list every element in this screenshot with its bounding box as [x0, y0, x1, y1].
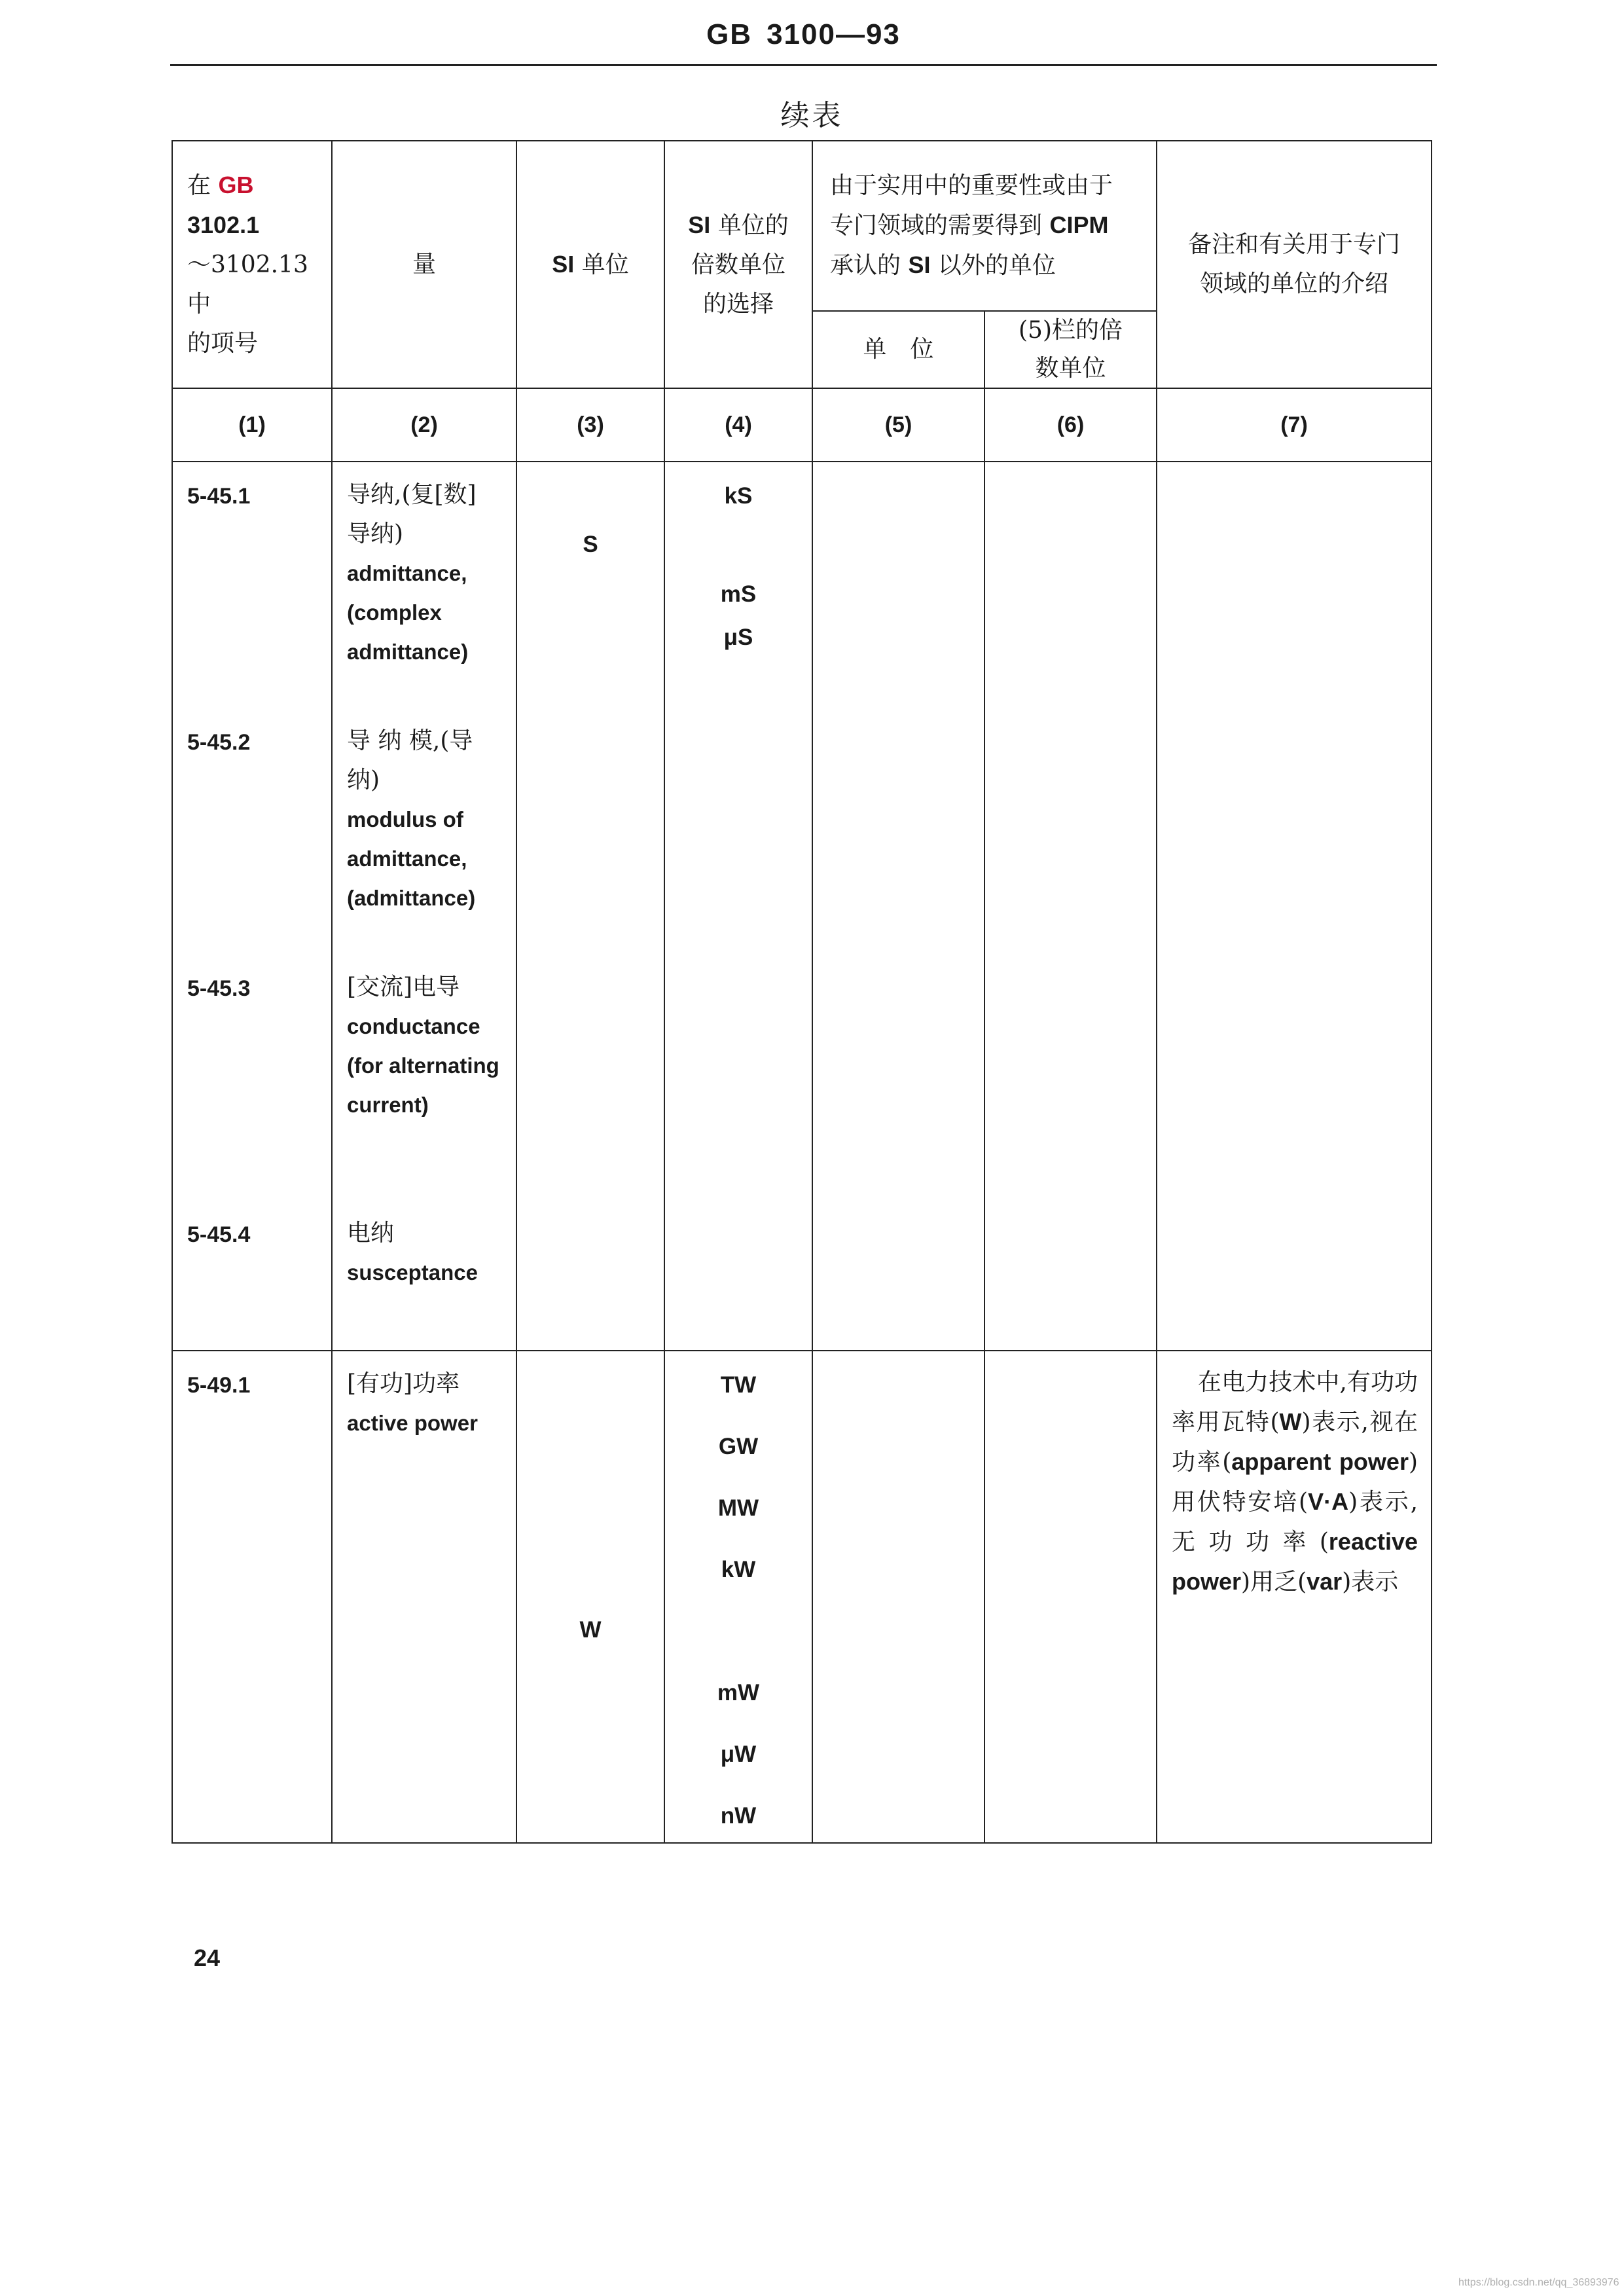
header-col7: 备注和有关用于专门 领域的单位的介绍: [1157, 141, 1432, 388]
colnum-5: (5): [812, 388, 984, 462]
header-col4: SI 单位的 倍数单位 的选择: [664, 141, 812, 388]
entry-number: 5-45.4: [187, 1222, 251, 1247]
continued-table-title: 续表: [780, 99, 844, 132]
header-col5: 单 位: [812, 311, 984, 388]
quantity-block: [347, 475, 511, 672]
multiples-cell: [664, 462, 812, 1351]
gb-ref: GB: [218, 172, 254, 198]
si-unit: W: [579, 1617, 602, 1643]
quantity-cell: [332, 462, 516, 1351]
header-row: [172, 141, 1432, 311]
entry-number: 5-45.2: [187, 730, 251, 755]
watermark-url: https://blog.csdn.net/qq_36893976: [1458, 2277, 1619, 2288]
colnum-6: (6): [984, 388, 1157, 462]
multiple-unit: mW: [717, 1680, 760, 1705]
multiples-cell: [664, 1351, 812, 1843]
multiple-unit: kS: [724, 483, 753, 509]
colnum-4: (4): [664, 388, 812, 462]
si-unit-cell: [516, 1351, 664, 1843]
multiple-unit: μW: [720, 1741, 757, 1767]
header-col3: SI 单位: [516, 141, 664, 388]
remarks-cell: [1157, 462, 1432, 1351]
quantity-name-en: susceptance: [347, 1260, 478, 1285]
colnum-1: (1): [172, 388, 332, 462]
non-si-unit-cell: [812, 1351, 984, 1843]
column-number-row: [172, 388, 1432, 462]
multiple-unit: MW: [717, 1495, 759, 1521]
non-si-unit-cell: [812, 462, 984, 1351]
non-si-multiples-cell: [984, 462, 1157, 1351]
remarks-cell: [1157, 1351, 1432, 1843]
multiple-unit: mS: [720, 581, 757, 607]
quantity-name-en: admittance, (complex admittance): [347, 561, 469, 664]
entry-number: 5-49.1: [187, 1373, 251, 1398]
multiple-unit: TW: [720, 1372, 757, 1398]
multiple-unit: GW: [718, 1434, 759, 1459]
page-number: 24: [194, 1944, 221, 1971]
quantity-cell: [332, 1351, 516, 1843]
entry-number: 5-45.1: [187, 484, 251, 509]
header-col6: (5)栏的倍 数单位: [984, 311, 1157, 388]
quantity-name-zh: 电纳: [347, 1220, 395, 1247]
quantity-block: [347, 1214, 511, 1292]
quantity-block: [347, 721, 511, 918]
colnum-7: (7): [1157, 388, 1432, 462]
quantity-name-en: modulus of admittance, (admittance): [347, 807, 476, 910]
entry-numbers-cell: [172, 1351, 332, 1843]
page-header: [170, 13, 1437, 66]
quantity-name-en: active power: [347, 1411, 478, 1435]
quantity-name-zh: [有功]功率: [347, 1370, 460, 1397]
units-table: [171, 140, 1432, 1844]
entry-numbers-cell: [172, 462, 332, 1351]
standard-code: GB 3100—93: [706, 18, 901, 50]
si-unit-cell: [516, 462, 664, 1351]
colnum-3: (3): [516, 388, 664, 462]
header-col2: 量: [332, 141, 516, 388]
multiple-unit: kW: [721, 1557, 756, 1582]
quantity-block: [347, 968, 514, 1125]
table-row: [172, 1351, 1432, 1843]
entry-number: 5-45.3: [187, 976, 251, 1001]
quantity-name-en: conductance (for alternating current): [347, 1014, 499, 1117]
table-row: [172, 462, 1432, 1351]
quantity-name-zh: [交流]电导: [347, 974, 460, 1000]
quantity-block: [347, 1364, 511, 1443]
quantity-name-zh: 导 纳 模,(导 纳): [347, 727, 473, 793]
colnum-2: (2): [332, 388, 516, 462]
multiple-unit: nW: [720, 1803, 757, 1829]
quantity-name-zh: 导纳,(复[数] 导纳): [347, 481, 477, 547]
non-si-multiples-cell: [984, 1351, 1157, 1843]
si-unit: S: [583, 532, 598, 557]
header-col56: 由于实用中的重要性或由于 专门领域的需要得到 CIPM 承认的 SI 以外的单位: [812, 141, 1157, 311]
header-col1: 在 GB 3102.1 ～3102.13 中 的项号: [172, 141, 332, 388]
multiple-unit: μS: [723, 625, 753, 650]
remark-text: 在电力技术中,有功功率用瓦特(W)表示,视在功率(apparent power)用伏特安培(V·A)表示,无功功率(reactive power)用乏(var)表示: [1172, 1369, 1418, 1595]
